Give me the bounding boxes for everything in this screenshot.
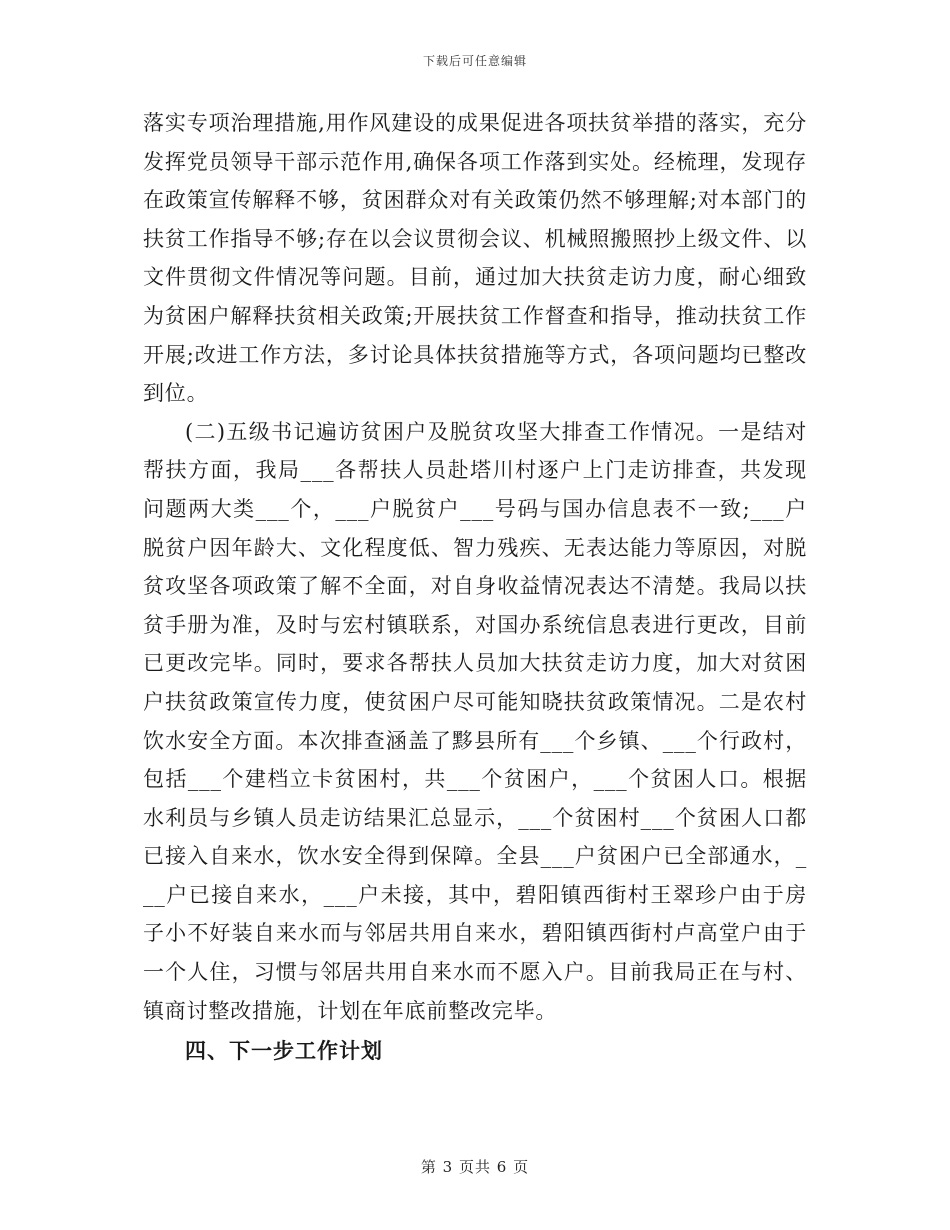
document-body [143, 104, 807, 1071]
section-heading: 四、下一步工作计划 [185, 1038, 383, 1064]
body-paragraph-2: (二)五级书记遍访贫困户及脱贫攻坚大排查工作情况。一是结对帮扶方面，我局___各帮扶人员赴塔川村逐户上门走访排查，共发现问题两大类___个，___户脱贫户___号码与国办信息表不一致;___户脱贫户因年龄大、文化程度低、智力残疾、无表达能力等原因，对脱贫攻坚各项政策了解不全面，对自身收益情况表达不清楚。我局以扶贫手册为准，及时与宏村镇联系，对国办系统信息表进行更改，目前已更改完毕。同时，要求各帮扶人员加大扶贫走访力度，加大对贫困户扶贫政策宣传力度，使贫困户尽可能知晓扶贫政策情况。二是农村饮水安全方面。本次排查涵盖了黟县所有___个乡镇、___个行政村，包括___个建档立卡贫困村，共___个贫困户，___个贫困人口。根据水利员与乡镇人员走访结果汇总显示，___个贫困村___个贫困人口都已接入自来水，饮水安全得到保障。全县___户贫困户已全部通水，___户已接自来水，___户未接，其中，碧阳镇西街村王翠珍户由于房子小不好装自来水而与邻居共用自来水，碧阳镇西街村卢高堂户由于一个人住，习惯与邻居共用自来水而不愿入户。目前我局正在与村、镇商讨整改措施，计划在年底前整改完毕。 [143, 419, 807, 1023]
body-paragraph-1: 落实专项治理措施,用作风建设的成果促进各项扶贫举措的落实，充分发挥党员领导干部示范作用,确保各项工作落到实处。经梳理，发现存在政策宣传解释不够，贫困群众对有关政策仍然不够理解;对本部门的扶贫工作指导不够;存在以会议贯彻会议、机械照搬照抄上级文件、以文件贯彻文件情况等问题。目前，通过加大扶贫走访力度，耐心细致为贫困户解释扶贫相关政策;开展扶贫工作督查和指导，推动扶贫工作开展;改进工作方法，多讨论具体扶贫措施等方式，各项问题均已整改到位。 [143, 111, 807, 406]
page-header: 下载后可任意编辑 [422, 54, 527, 68]
page-footer: 第 3 页共 6 页 [420, 1158, 530, 1176]
